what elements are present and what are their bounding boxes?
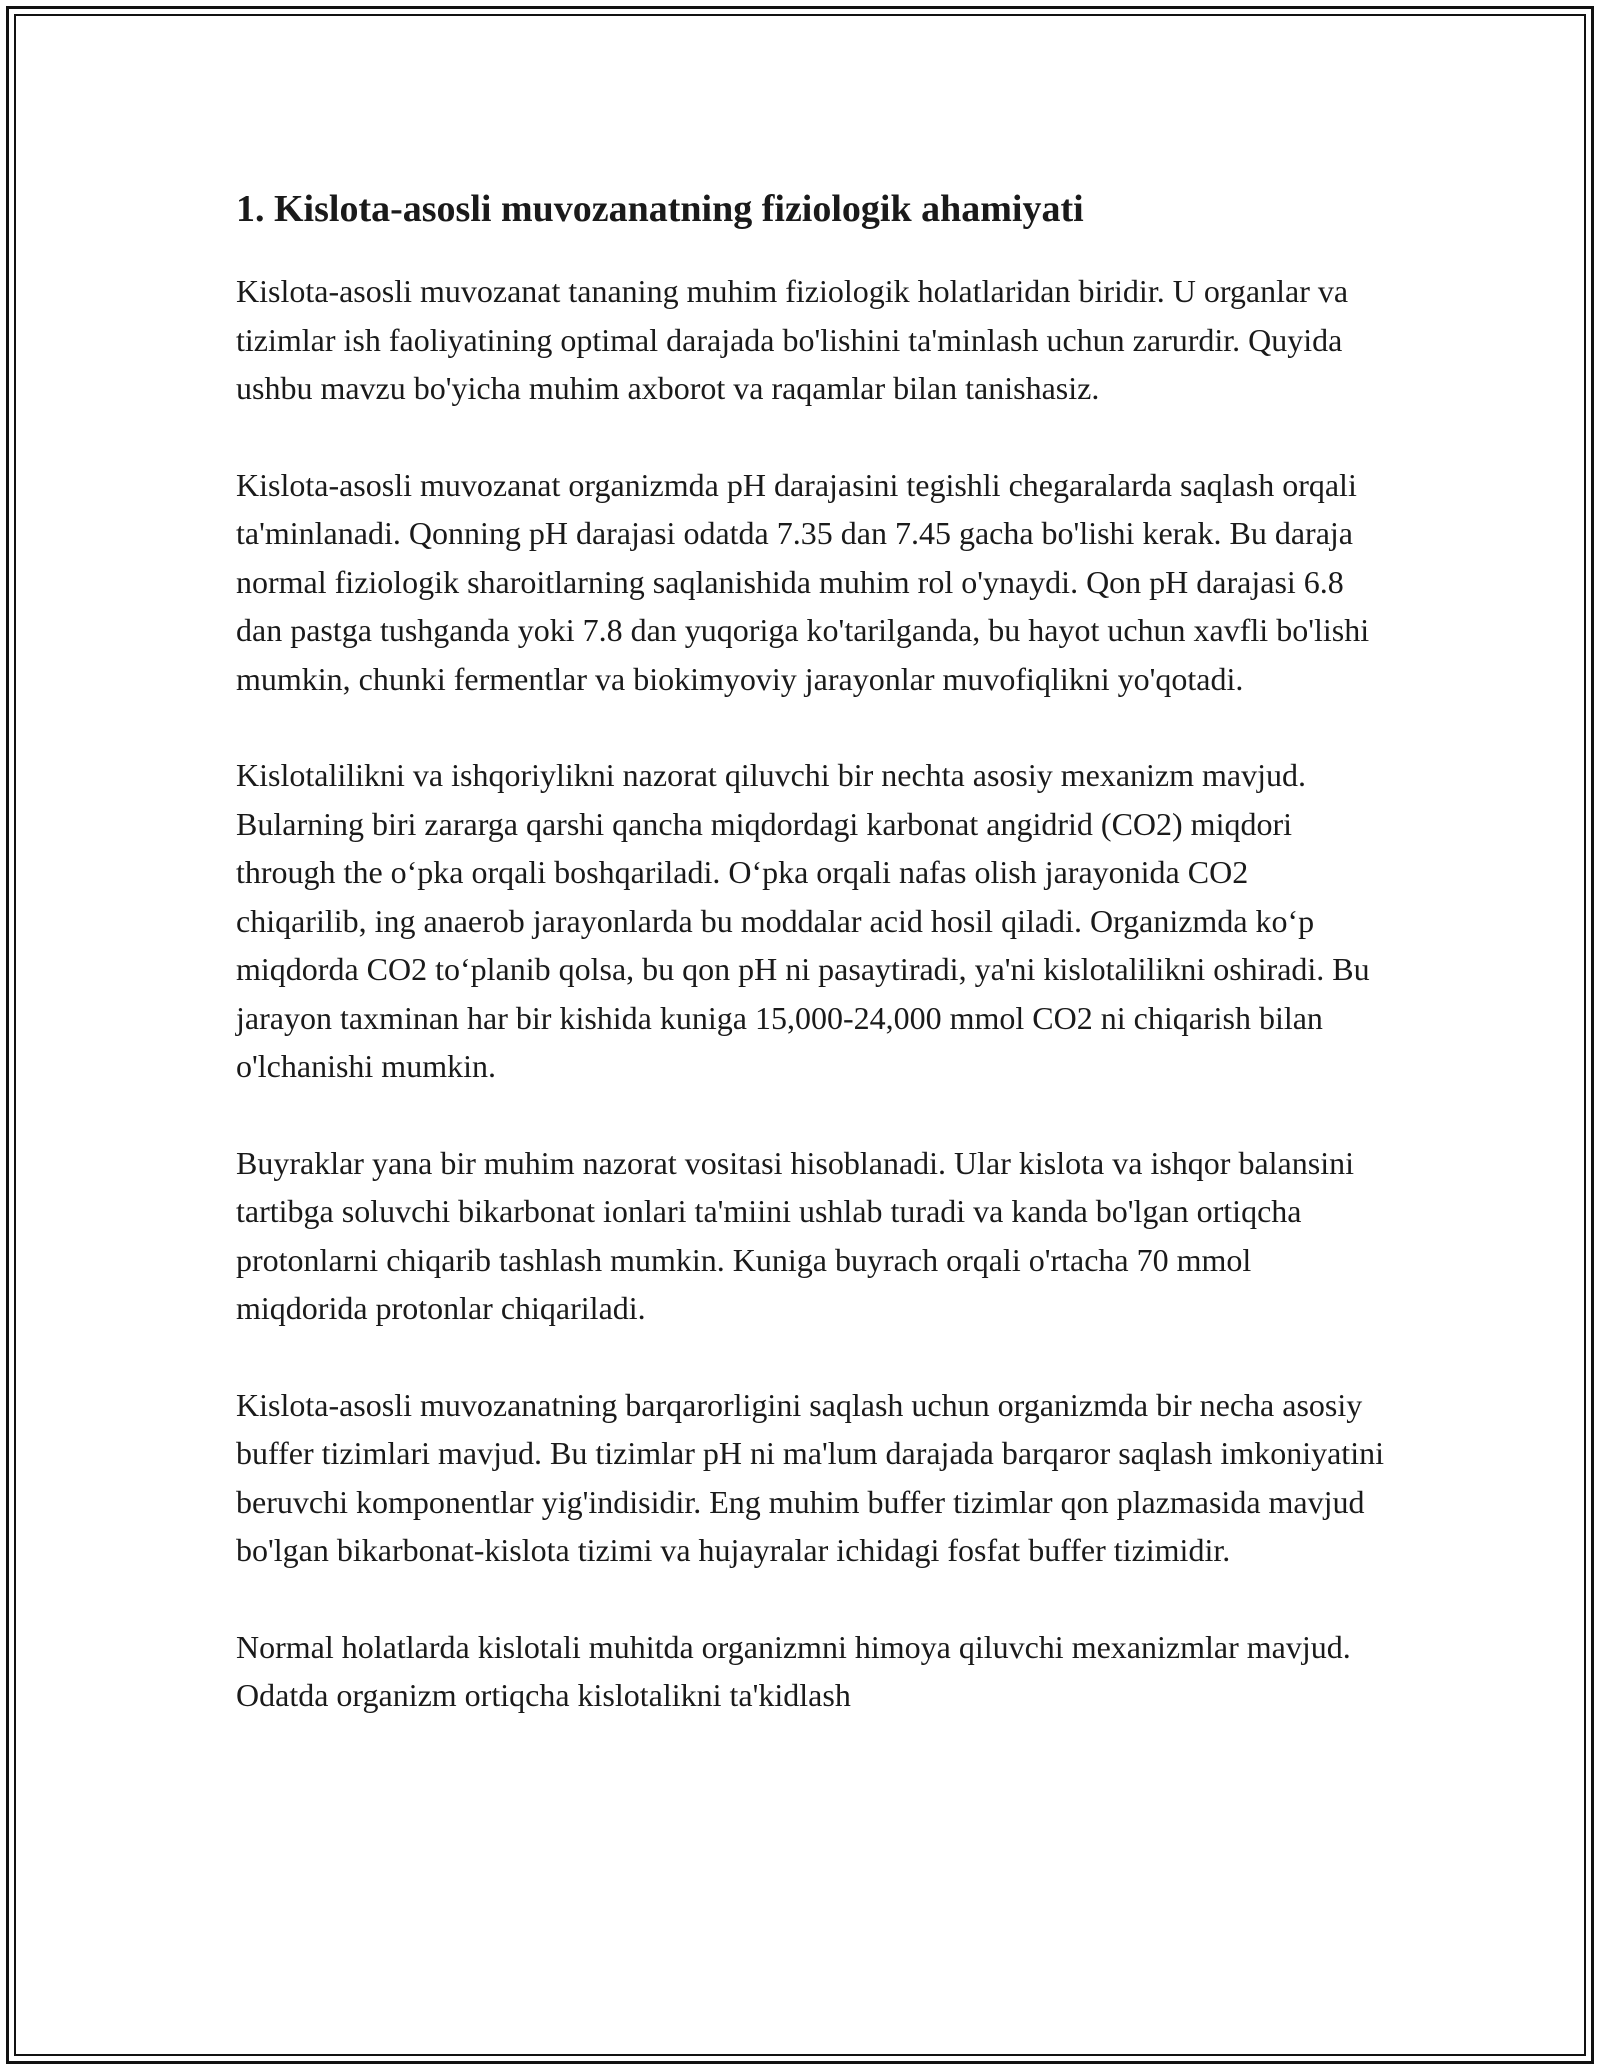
section-heading: 1. Kislota-asosli muvozanatning fiziologik ahamiyati: [236, 188, 1084, 230]
paragraph-intro: Kislota-asosli muvozanat tananing muhim fiziologik holatlaridan biridir. U organlar va tizimlar ish faoliyatining optimal darajada bo'lishini ta'minlash uchun zarurdir. Quyida ushbu mavzu bo'yicha muhim axborot va raqamlar bilan tanishasiz.: [236, 273, 1349, 406]
paragraph-kidneys: Buyraklar yana bir muhim nazorat vositasi hisoblanadi. Ular kislota va ishqor balansini tartibga soluvchi bikarbonat ionlari ta'miini ushlab turadi va kanda bo'lgan ortiqcha protonlarni chiqarib tashlash mumkin. Kuniga buyrach orqali o'rtacha 70 mmol miqdorida protonlar chiqariladi.: [236, 1144, 1354, 1326]
paragraph-co2-lungs: Kislotalilikni va ishqoriylikni nazorat qiluvchi bir nechta asosiy mexanizm mavjud. Bularning biri zararga qarshi qancha miqdordagi karbonat angidrid (CO2) miqdori through the o‘pka orqali boshqariladi. O‘pka orqali nafas olish jarayonida CO2 chiqarilib, ing anaerob jarayonlarda bu moddalar acid hosil qiladi. Organizmda ko‘p miqdorda CO2 to‘planib qolsa, bu qon pH ni pasaytiradi, ya'ni kislotalilikni oshiradi. Bu jarayon taxminan har bir kishida kuniga 15,000-24,000 mmol CO2 ni chiqarish bilan o'lchanishi mumkin.: [236, 757, 1370, 1084]
paragraph-buffer-systems: Kislota-asosli muvozanatning barqarorligini saqlash uchun organizmda bir necha asosiy buffer tizimlari mavjud. Bu tizimlar pH ni ma'lum darajada barqaror saqlash imkoniyatini beruvchi komponentlar yig'indisidir. Eng muhim buffer tizimlar qon plazmasida mavjud bo'lgan bikarbonat-kislota tizimi va hujayralar ichidagi fosfat buffer tizimidir.: [236, 1386, 1384, 1568]
document-body: [236, 185, 1386, 1768]
paragraph-protection: Normal holatlarda kislotali muhitda organizmni himoya qiluvchi mexanizmlar mavjud. Odatda organizm ortiqcha kislotalikni ta'kidlash: [236, 1628, 1351, 1713]
paragraph-ph-levels: Kislota-asosli muvozanat organizmda pH darajasini tegishli chegaralarda saqlash orqali ta'minlanadi. Qonning pH darajasi odatda 7.35 dan 7.45 gacha bo'lishi kerak. Bu daraja normal fiziologik sharoitlarning saqlanishida muhim rol o'ynaydi. Qon pH darajasi 6.8 dan pastga tushganda yoki 7.8 dan yuqoriga ko'tarilganda, bu hayot uchun xavfli bo'lishi mumkin, chunki fermentlar va biokimyoviy jarayonlar muvofiqlikni yo'qotadi.: [236, 466, 1370, 697]
